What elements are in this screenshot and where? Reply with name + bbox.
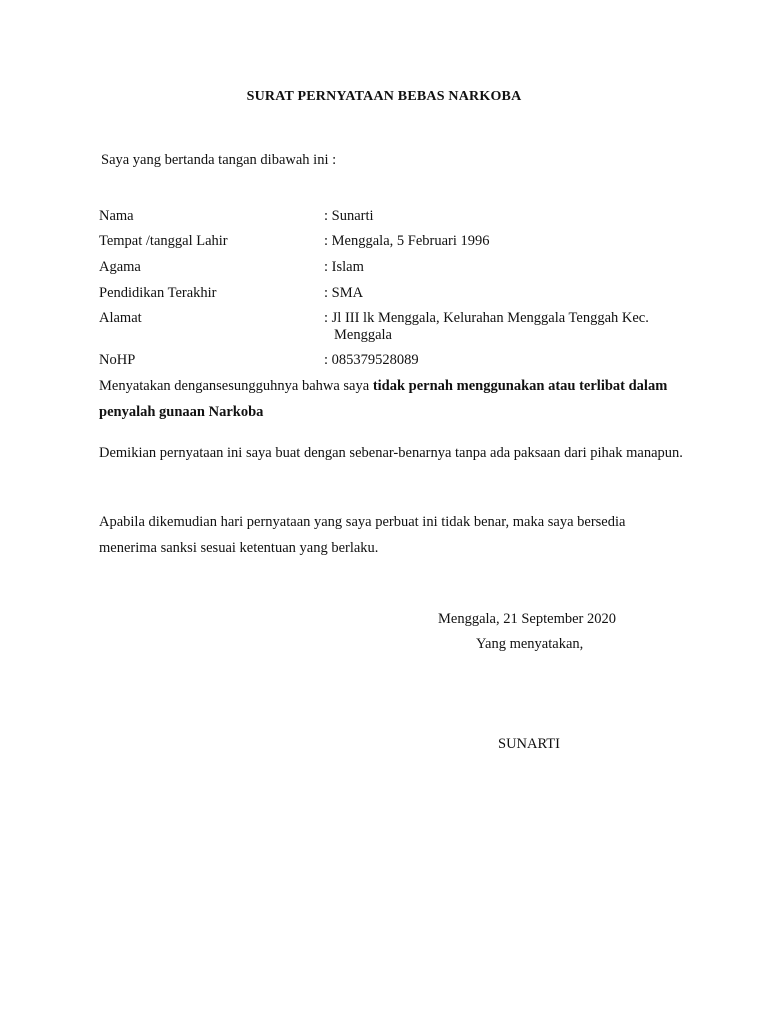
statement-paragraph	[99, 373, 689, 425]
signature-name: SUNARTI	[498, 736, 560, 752]
field-value: : Sunarti	[324, 208, 374, 224]
paragraph-1: Demikian pernyataan ini saya buat dengan sebenar-benarnya tanpa ada paksaan dari pihak manapun.	[99, 445, 683, 461]
signature-place-date: Menggala, 21 September 2020	[438, 611, 616, 627]
paragraph-2: Apabila dikemudian hari pernyataan yang saya perbuat ini tidak benar, maka saya bersedia menerima sanksi sesuai ketentuan yang berlaku.	[99, 514, 626, 556]
signature-closing: Yang menyatakan,	[476, 636, 584, 652]
field-label: Tempat /tanggal Lahir	[99, 233, 228, 249]
field-value: : Menggala, 5 Februari 1996	[324, 233, 490, 249]
statement-bold: tidak pernah menggunakan atau terlibat dalam penyalah gunaan Narkoba	[99, 378, 668, 420]
document-title: SURAT PERNYATAAN BEBAS NARKOBA	[246, 89, 522, 104]
field-value-line1: : Jl III lk Menggala, Kelurahan Menggala Tenggah Kec.	[324, 310, 649, 326]
field-label: Alamat	[99, 310, 142, 326]
field-label: Pendidikan Terakhir	[99, 285, 217, 301]
field-value-line2: Menggala	[334, 327, 392, 343]
field-label: NoHP	[99, 352, 136, 368]
statement-lead: Menyatakan dengansesungguhnya bahwa saya	[99, 378, 373, 394]
field-value	[324, 310, 649, 344]
field-value: : Islam	[324, 259, 364, 275]
intro-text: Saya yang bertanda tangan dibawah ini :	[101, 152, 337, 168]
field-label: Nama	[99, 208, 134, 224]
field-label: Agama	[99, 259, 141, 275]
field-value: : 085379528089	[324, 352, 419, 368]
field-value: : SMA	[324, 285, 364, 301]
